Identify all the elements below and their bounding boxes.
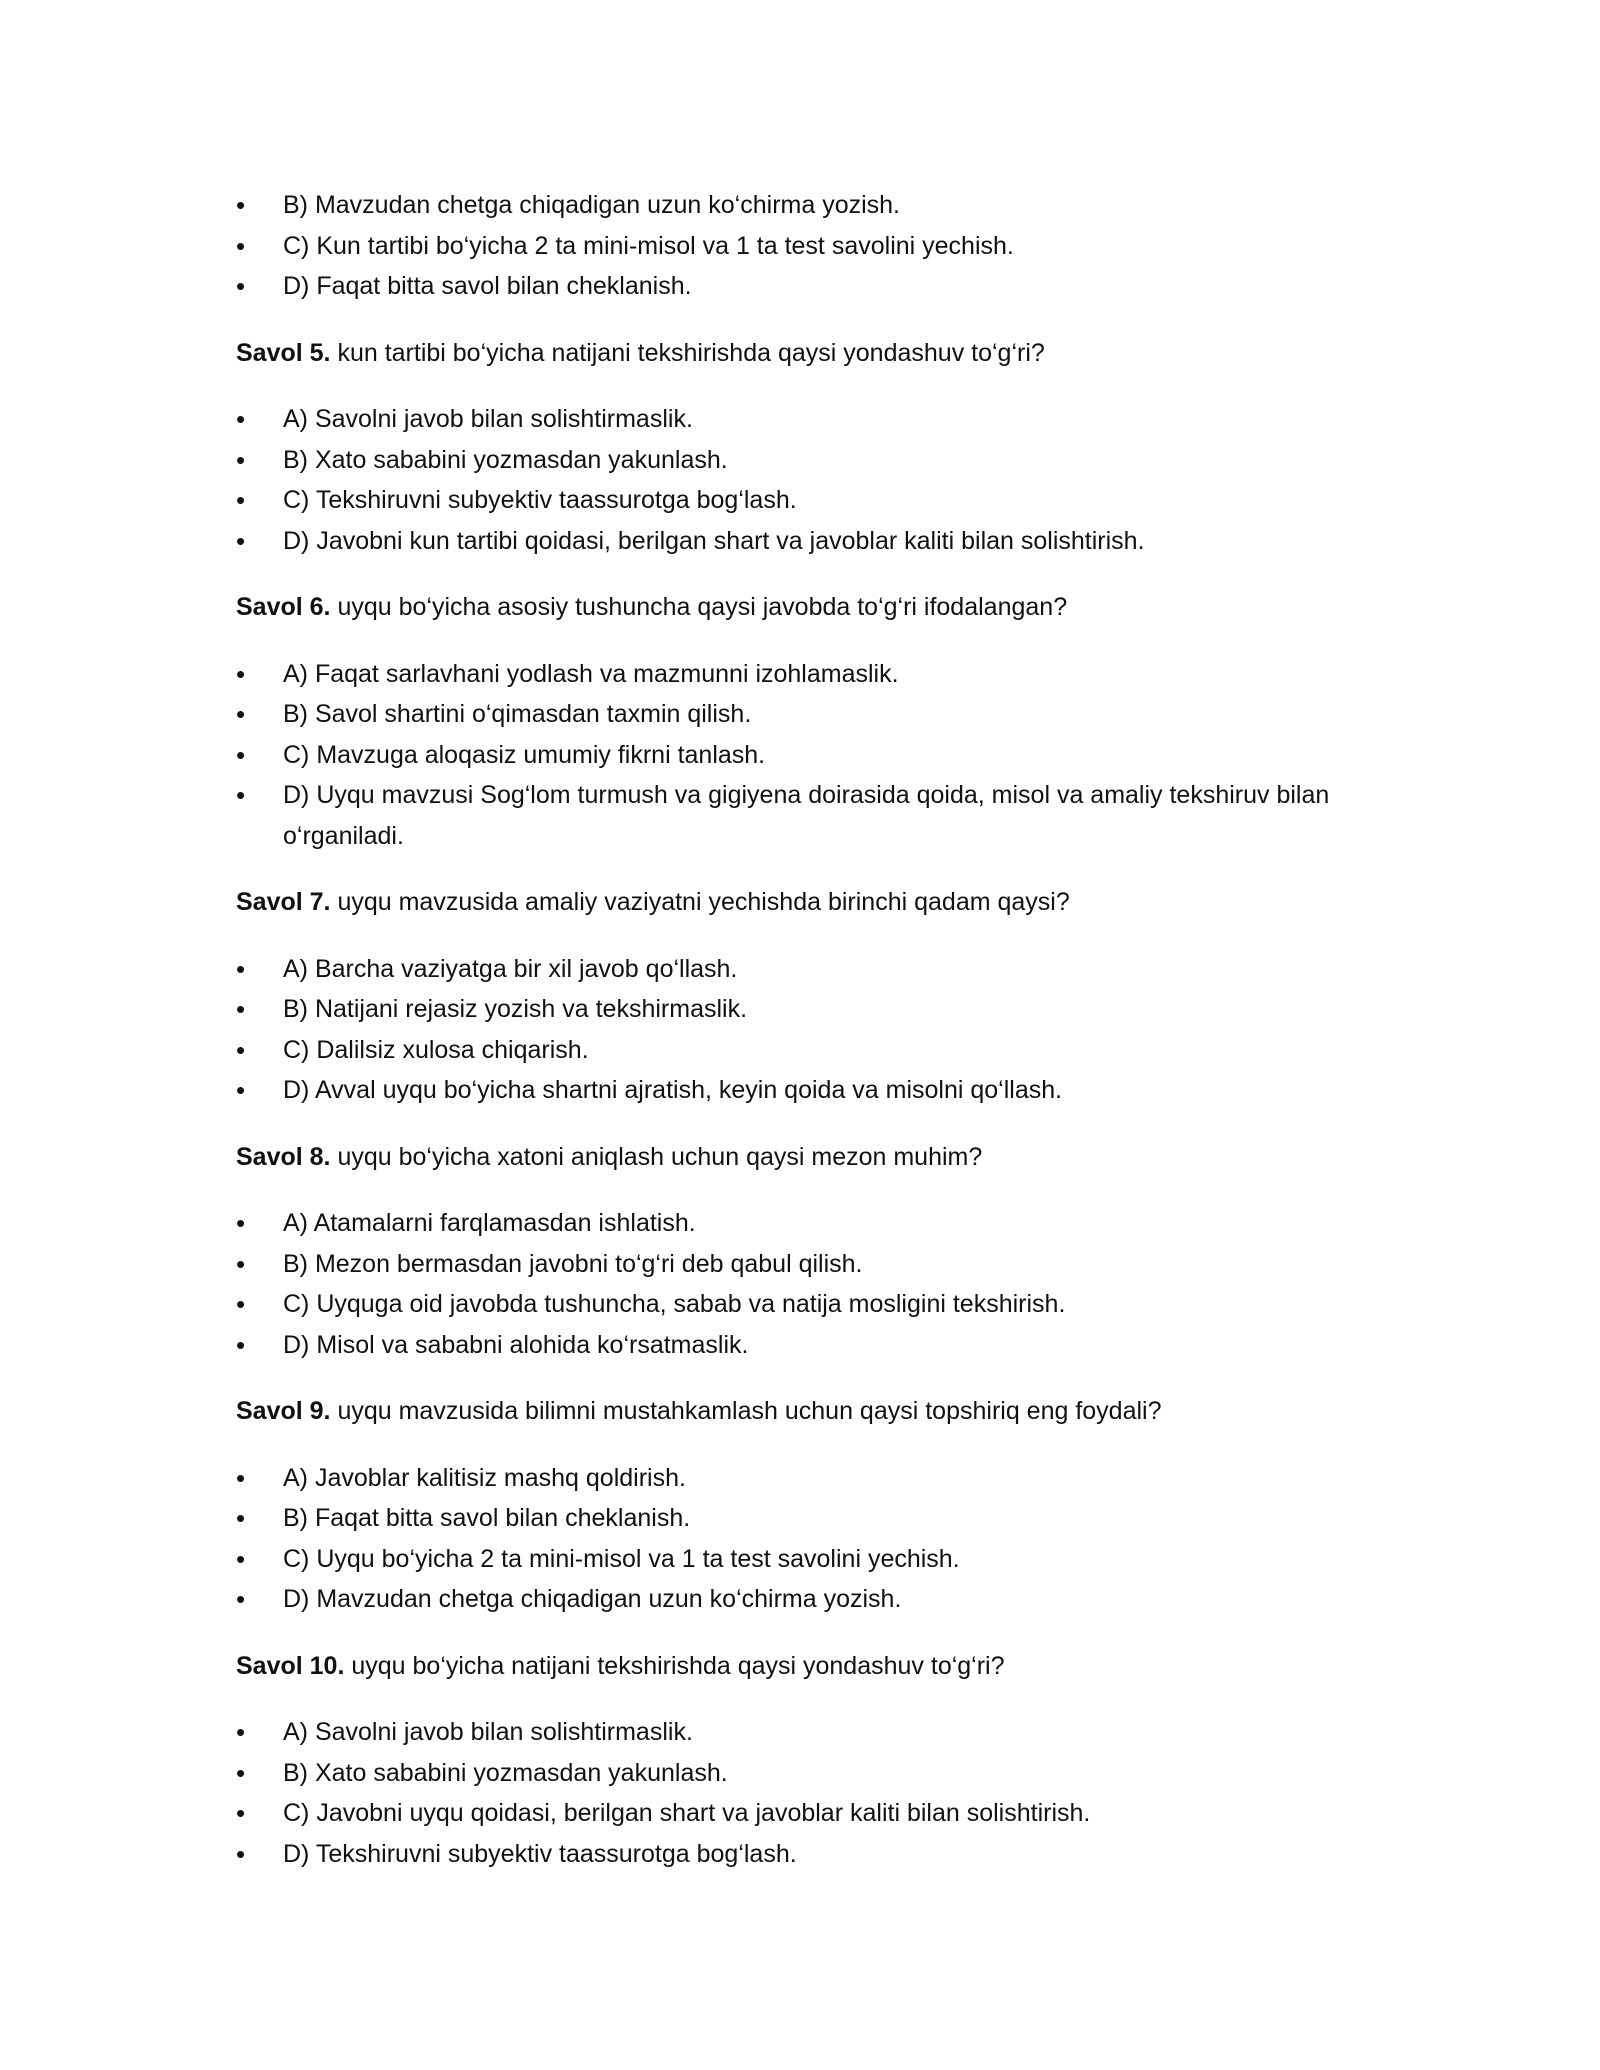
bullet-icon: • <box>236 1248 246 1279</box>
bullet-icon: • <box>236 404 246 434</box>
question-6 <box>236 587 1366 628</box>
option-text: D) Uyqu mavzusi Sog‘lom turmush va gigiyena doirasida qoida, misol va amaliy tekshiruv bilan o‘rganiladi. <box>283 781 1330 850</box>
question-label: Savol 5. <box>236 338 331 367</box>
bullet-icon: • <box>236 271 246 301</box>
option-item <box>236 1203 1366 1244</box>
option-item <box>236 1712 1366 1753</box>
bullet-icon: • <box>236 485 246 515</box>
option-text: B) Faqat bitta savol bilan cheklanish. <box>283 1504 691 1532</box>
bullet-icon: • <box>236 780 246 810</box>
option-item <box>236 1579 1366 1620</box>
option-item <box>236 1070 1366 1111</box>
question-text: uyqu mavzusida bilimni mustahkamlash uchun qaysi topshiriq eng foydali? <box>330 1397 1162 1425</box>
option-text: A) Savolni javob bilan solishtirmaslik. <box>283 1718 693 1746</box>
bullet-icon: • <box>236 1503 246 1533</box>
option-text: B) Savol shartini o‘qimasdan taxmin qilish. <box>283 700 752 728</box>
option-item <box>236 1793 1366 1834</box>
question-10 <box>236 1646 1366 1687</box>
option-item <box>236 1325 1366 1366</box>
option-item <box>236 694 1366 735</box>
option-text: D) Javobni kun tartibi qoidasi, berilgan shart va javoblar kaliti bilan solishtirish. <box>283 526 1145 555</box>
option-text: C) Kun tartibi bo‘yicha 2 ta mini-misol va 1 ta test savolini yechish. <box>283 231 1014 260</box>
option-item <box>236 989 1366 1030</box>
bullet-icon: • <box>236 1798 246 1828</box>
option-item <box>236 1284 1366 1325</box>
option-text: C) Dalilsiz xulosa chiqarish. <box>283 1035 589 1064</box>
option-item <box>236 1458 1366 1499</box>
question-5 <box>236 333 1366 374</box>
option-text: A) Atamalarni farqlamasdan ishlatish. <box>283 1209 696 1237</box>
option-text: C) Javobni uyqu qoidasi, berilgan shart va javoblar kaliti bilan solishtirish. <box>283 1799 1091 1827</box>
bullet-icon: • <box>236 1584 246 1614</box>
option-item <box>236 735 1366 776</box>
bullet-icon: • <box>236 1462 246 1493</box>
question-label: Savol 8. <box>236 1142 331 1171</box>
option-text: D) Mavzudan chetga chiqadigan uzun ko‘chirma yozish. <box>283 1585 902 1613</box>
bullet-icon: • <box>236 994 246 1024</box>
bullet-icon: • <box>236 525 246 556</box>
question-label: Savol 6. <box>236 593 331 621</box>
option-list <box>236 1712 1366 1874</box>
option-text: D) Avval uyqu bo‘yicha shartni ajratish, keyin qoida va misolni qo‘llash. <box>283 1076 1063 1104</box>
bullet-icon: • <box>236 699 246 729</box>
bullet-icon: • <box>236 1757 246 1788</box>
option-text: D) Faqat bitta savol bilan cheklanish. <box>283 272 692 300</box>
bullet-icon: • <box>236 1838 246 1869</box>
option-list <box>236 654 1366 857</box>
question-label: Savol 9. <box>236 1397 331 1425</box>
option-text: A) Faqat sarlavhani yodlash va mazmunni izohlamaslik. <box>283 659 899 688</box>
bullet-icon: • <box>236 1034 246 1065</box>
option-text: C) Mavzuga aloqasiz umumiy fikrni tanlash. <box>283 740 766 769</box>
bullet-icon: • <box>236 1717 246 1747</box>
bullet-icon: • <box>236 1543 246 1574</box>
option-list <box>236 1458 1366 1620</box>
option-text: C) Tekshiruvni subyektiv taassurotga bog‘lash. <box>283 486 797 514</box>
option-list <box>236 1203 1366 1365</box>
option-list <box>236 949 1366 1111</box>
option-item <box>236 1834 1366 1875</box>
option-item <box>236 949 1366 990</box>
option-text: C) Uyqu bo‘yicha 2 ta mini-misol va 1 ta test savolini yechish. <box>283 1544 960 1573</box>
option-list <box>236 399 1366 561</box>
option-item <box>236 399 1366 440</box>
bullet-icon: • <box>236 1075 246 1105</box>
question-label: Savol 7. <box>236 888 331 916</box>
option-item <box>236 1539 1366 1580</box>
option-text: B) Mavzudan chetga chiqadigan uzun ko‘chirma yozish. <box>283 191 901 219</box>
option-text: C) Uyquga oid javobda tushuncha, sabab va natija mosligini tekshirish. <box>283 1290 1066 1318</box>
option-text: B) Mezon bermasdan javobni to‘g‘ri deb qabul qilish. <box>283 1249 863 1278</box>
option-text: A) Javoblar kalitisiz mashq qoldirish. <box>283 1463 686 1492</box>
option-item <box>236 775 1366 856</box>
option-text: A) Savolni javob bilan solishtirmaslik. <box>283 405 693 433</box>
option-item <box>236 521 1366 562</box>
question-text: uyqu mavzusida amaliy vaziyatni yechishda birinchi qadam qaysi? <box>330 888 1070 916</box>
question-text: uyqu bo‘yicha natijani tekshirishda qaysi yondashuv to‘g‘ri? <box>344 1651 1005 1680</box>
question-text: uyqu bo‘yicha asosiy tushuncha qaysi javobda to‘g‘ri ifodalangan? <box>330 593 1068 621</box>
option-item <box>236 440 1366 481</box>
option-item <box>236 1753 1366 1794</box>
bullet-icon: • <box>236 1329 246 1360</box>
option-item <box>236 654 1366 695</box>
option-item <box>236 1030 1366 1071</box>
option-text: B) Xato sababini yozmasdan yakunlash. <box>283 445 728 474</box>
option-text: B) Natijani rejasiz yozish va tekshirmaslik. <box>283 995 748 1023</box>
bullet-icon: • <box>236 658 246 689</box>
option-item <box>236 185 1366 226</box>
bullet-icon: • <box>236 444 246 475</box>
option-text: B) Xato sababini yozmasdan yakunlash. <box>283 1758 728 1787</box>
option-item <box>236 226 1366 267</box>
option-item <box>236 266 1366 307</box>
question-text: kun tartibi bo‘yicha natijani tekshirishda qaysi yondashuv to‘g‘ri? <box>330 338 1045 367</box>
option-list <box>236 185 1366 307</box>
question-label: Savol 10. <box>236 1651 345 1680</box>
question-7 <box>236 882 1366 923</box>
option-item <box>236 1244 1366 1285</box>
question-9 <box>236 1391 1366 1432</box>
option-text: D) Tekshiruvni subyektiv taassurotga bog‘lash. <box>283 1839 797 1868</box>
bullet-icon: • <box>236 230 246 261</box>
bullet-icon: • <box>236 1289 246 1319</box>
bullet-icon: • <box>236 953 246 984</box>
bullet-icon: • <box>236 739 246 770</box>
document-content <box>236 185 1366 1874</box>
option-item <box>236 480 1366 521</box>
bullet-icon: • <box>236 190 246 220</box>
option-item <box>236 1498 1366 1539</box>
bullet-icon: • <box>236 1208 246 1238</box>
option-text: A) Barcha vaziyatga bir xil javob qo‘llash. <box>283 954 738 983</box>
question-text: uyqu bo‘yicha xatoni aniqlash uchun qaysi mezon muhim? <box>330 1142 983 1171</box>
option-text: D) Misol va sababni alohida ko‘rsatmaslik. <box>283 1330 749 1359</box>
question-8 <box>236 1137 1366 1178</box>
